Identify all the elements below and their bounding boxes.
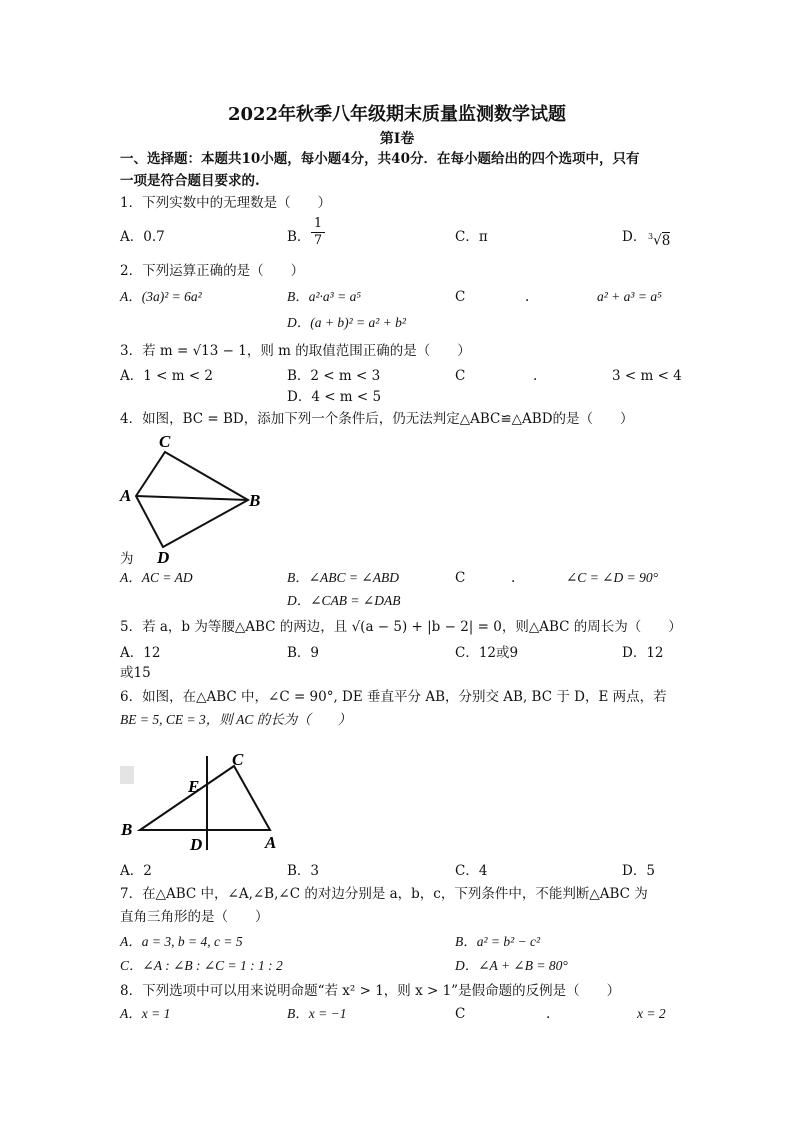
q2-option-b: B．a²·a³ = a⁵ (287, 289, 362, 304)
q7-option-b: B．a² = b² − c² (455, 934, 541, 949)
q7-stem-line-2: 直角三角形的是（ ） (120, 909, 269, 925)
q1-option-d-label: D． (622, 229, 647, 245)
section-line-1: 一、选择题：本题共10小题，每小题4分，共40分．在每小题给出的四个选项中，只有 (120, 151, 640, 167)
q6-stem-line-2: BE = 5, CE = 3，则 AC 的长为（ ） (120, 712, 352, 727)
q2-option-d: D．(a + b)² = a² + b² (287, 315, 406, 330)
q3-stem: 3．若 m = √13 − 1，则 m 的取值范围正确的是（ ） (120, 343, 471, 359)
q6-stem-line-1: 6．如图，在△ABC 中，∠C = 90°, DE 垂直平分 AB，分别交 AB, BC 于 D，E 两点，若 (120, 689, 667, 705)
radical-index: 3 (648, 232, 654, 241)
q4-option-c-dot: . (511, 570, 516, 586)
q4-point-b-label: B (249, 491, 261, 510)
q6-point-b-label: B (121, 820, 133, 839)
q1-option-a: A．0.7 (120, 229, 165, 245)
q4-point-a-label: A (120, 486, 132, 505)
q3-option-c-label: C (455, 368, 466, 384)
q3-option-c-dot: . (533, 368, 538, 384)
q2-option-c-dot: . (525, 289, 530, 305)
q5-option-c: C．12或9 (455, 645, 519, 661)
q1-option-c: C．π (455, 229, 488, 245)
fraction-numerator: 1 (313, 216, 323, 231)
q3-option-c-expr: 3 < m < 4 (612, 368, 682, 384)
q8-option-c-expr: x = 2 (637, 1006, 666, 1021)
q3-option-d: D．4 < m < 5 (287, 389, 382, 405)
q3-option-a: A．1 < m < 2 (120, 368, 214, 384)
q2-option-a: A．(3a)² = 6a² (120, 289, 202, 304)
q6-point-e-label: E (188, 777, 200, 796)
q8-option-b: B．x = −1 (287, 1006, 347, 1021)
q6-option-d: D．5 (622, 863, 655, 879)
q8-option-c-dot: . (546, 1006, 551, 1022)
q4-point-d-label: D (157, 548, 170, 567)
section-line-2: 一项是符合题目要求的. (120, 173, 260, 189)
q5-option-b: B．9 (287, 645, 320, 661)
q6-option-c: C．4 (455, 863, 488, 879)
q5-option-d-continued: 或15 (120, 665, 151, 681)
q7-option-d: D．∠A + ∠B = 80° (455, 958, 568, 973)
q4-figure-diagonal-ab (136, 496, 248, 500)
q7-option-c: C．∠A : ∠B : ∠C = 1 : 1 : 2 (120, 958, 283, 973)
q1-stem: 1．下列实数中的无理数是（ ） (120, 195, 332, 211)
q4-option-c-label: C (455, 570, 466, 586)
q6-figure-triangle (118, 744, 288, 856)
q2-option-c-label: C (455, 289, 466, 305)
q4-option-a: A．AC = AD (120, 570, 193, 585)
q6-point-a-label: A (265, 833, 277, 852)
q6-point-d-label: D (190, 835, 203, 854)
q4-point-c-label: C (159, 432, 171, 451)
q6-option-a: A．2 (120, 863, 152, 879)
q1-option-d-radical (648, 228, 670, 250)
q6-figure-outline (140, 766, 270, 830)
q1-option-b-fraction (311, 216, 325, 249)
q2-stem: 2．下列运算正确的是（ ） (120, 263, 305, 279)
radical-sign: √ (653, 232, 662, 249)
q4-stem: 4．如图，BC = BD，添加下列一个条件后，仍无法判定△ABC≌△ABD的是（ ） (120, 411, 634, 427)
section-instructions (120, 148, 680, 192)
volume-label: 第Ⅰ卷 (379, 131, 415, 147)
exam-title: 2022年秋季八年级期末质量监测数学试题 (227, 104, 567, 125)
q4-stray-char: 为 (120, 551, 134, 567)
q7-stem-line-1: 7．在△ABC 中，∠A,∠B,∠C 的对边分别是 a，b，c，下列条件中，不能判断△ABC 为 (120, 886, 648, 902)
q7-option-a: A．a = 3, b = 4, c = 5 (120, 934, 243, 949)
q2-option-c-expr: a² + a³ = a⁵ (597, 289, 662, 304)
q3-option-b: B．2 < m < 3 (287, 368, 381, 384)
q8-stem: 8．下列选项中可以用来说明命题“若 x² > 1，则 x > 1”是假命题的反例是（ ） (120, 983, 621, 999)
q5-option-a: A．12 (120, 645, 161, 661)
q5-option-d: D．12 (622, 645, 664, 661)
q4-figure-quadrilateral (118, 430, 278, 568)
q5-stem: 5．若 a，b 为等腰△ABC 的两边，且 √(a − 5) + |b − 2| = 0，则△ABC 的周长为（ ） (120, 619, 682, 635)
q8-option-a: A．x = 1 (120, 1006, 171, 1021)
q4-option-b: B．∠ABC = ∠ABD (287, 570, 399, 585)
q4-option-d: D．∠CAB = ∠DAB (287, 593, 401, 608)
radicand: 8 (661, 232, 671, 249)
q8-option-c-label: C (455, 1006, 466, 1022)
q6-option-b: B．3 (287, 863, 320, 879)
q6-figure-smudge (120, 766, 134, 784)
fraction-denominator: 7 (311, 232, 325, 249)
q1-option-b-label: B． (287, 229, 311, 245)
q4-option-c-expr: ∠C = ∠D = 90° (566, 570, 658, 585)
q6-point-c-label: C (232, 750, 244, 769)
